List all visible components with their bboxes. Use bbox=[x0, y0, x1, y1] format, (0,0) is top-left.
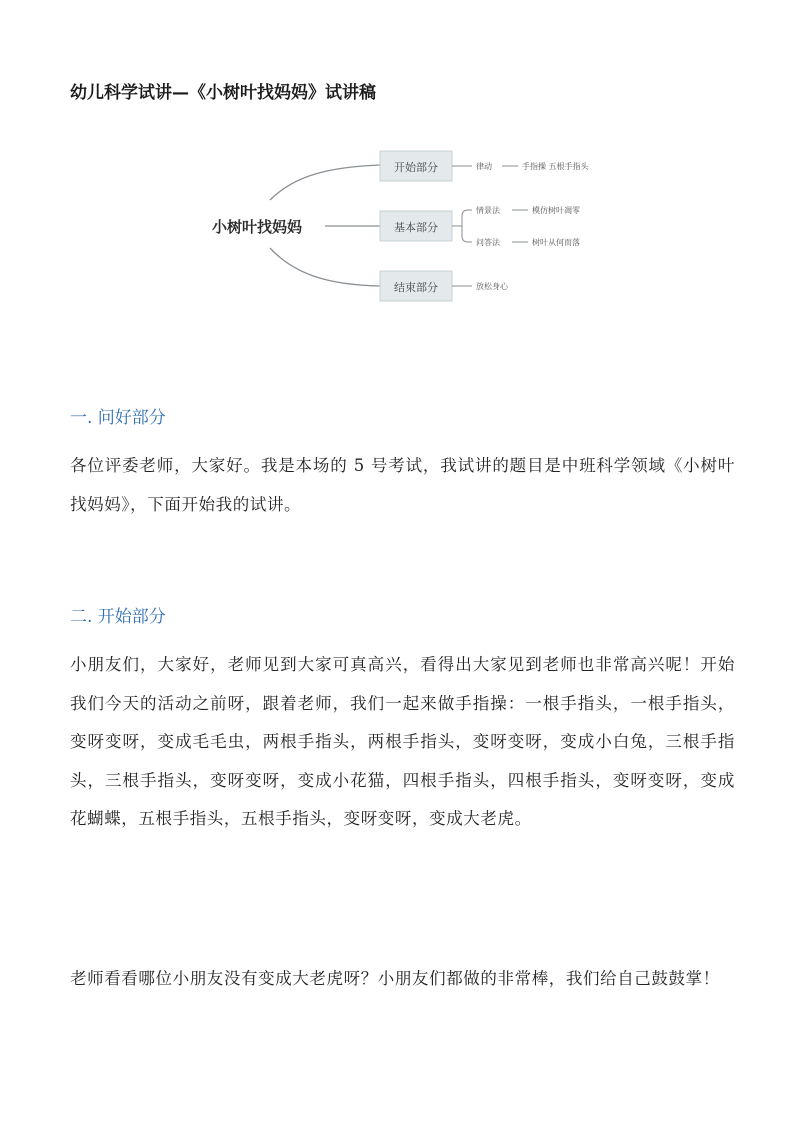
mindmap-node-end-label: 结束部分 bbox=[394, 281, 438, 294]
mindmap-root: 小树叶找妈妈 bbox=[212, 218, 303, 236]
mindmap-leaf-method: 放松身心 bbox=[476, 282, 508, 291]
mindmap-leaf-method: 情景法 bbox=[476, 206, 500, 215]
paragraph-start-finger-game: 小朋友们，大家好，老师见到大家可真高兴，看得出大家见到老师也非常高兴呢！开始我们今天的活动之前呀，跟着老师，我们一起来做手指操：一根手指头，一根手指头，变呀变呀，变成毛毛虫，两根手指头，两根手指头，变呀变呀，变成小白兔，三根手指头，三根手指头，变呀变呀，变成小花猫，四根手指头，四根手指头，变呀变呀，变成花蝴蝶，五根手指头，五根手指头，变呀变呀，变成大老虎。 bbox=[70, 655, 735, 828]
mindmap-leaf-method: 律动 bbox=[476, 162, 492, 171]
mindmap-connector bbox=[270, 165, 380, 200]
mindmap-connector bbox=[270, 248, 380, 286]
section-heading-start: 二. 开始部分 bbox=[70, 607, 166, 627]
mindmap-node-basic-label: 基本部分 bbox=[394, 221, 438, 234]
section-heading-greeting: 一. 问好部分 bbox=[70, 408, 166, 428]
mindmap-leaf-method: 问答法 bbox=[476, 238, 500, 247]
paragraph-start-applause: 老师看看哪位小朋友没有变成大老虎呀？小朋友们都做的非常棒，我们给自己鼓鼓掌！ bbox=[70, 969, 720, 988]
paragraph-greeting: 各位评委老师，大家好。我是本场的 5 号考试，我试讲的题目是中班科学领域《小树叶找妈妈》，下面开始我的试讲。 bbox=[70, 456, 735, 514]
mindmap-diagram bbox=[200, 140, 630, 310]
mindmap-leaf-detail: 手指操 五根手指头 bbox=[522, 162, 589, 171]
mindmap-leaf-detail: 模仿树叶凋零 bbox=[532, 206, 580, 215]
mindmap-connector bbox=[452, 210, 472, 242]
document-title: 幼儿科学试讲—《小树叶找妈妈》试讲稿 bbox=[70, 83, 376, 103]
mindmap-leaf-detail: 树叶从何而落 bbox=[532, 238, 580, 247]
mindmap-node-start-label: 开始部分 bbox=[394, 161, 438, 174]
